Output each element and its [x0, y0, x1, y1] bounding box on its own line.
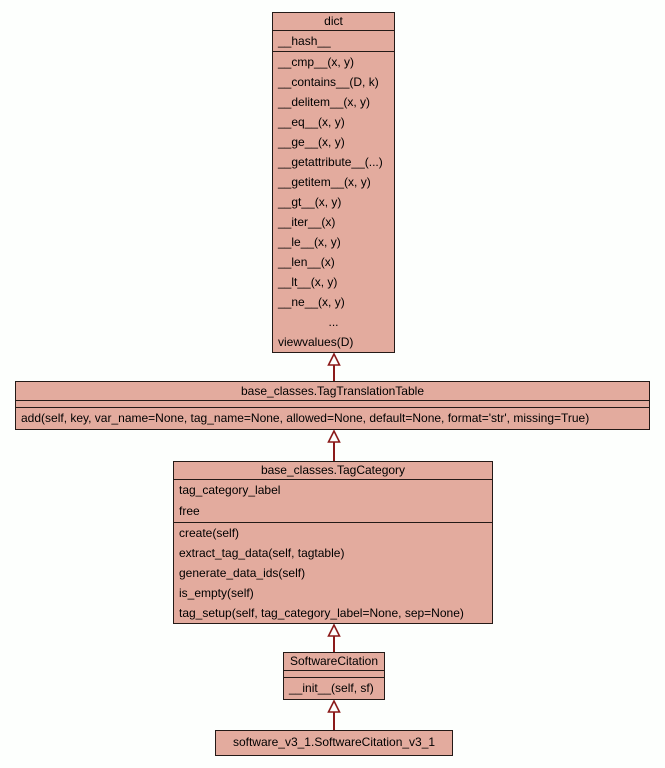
- method-row: __cmp__(x, y): [278, 55, 355, 69]
- class-box-software-citation: [283, 652, 385, 700]
- method-row: tag_setup(self, tag_category_label=None, sep=None): [179, 606, 464, 620]
- method-row: __le__(x, y): [278, 235, 341, 249]
- method-row: __ge__(x, y): [278, 135, 345, 149]
- method-row: create(self): [179, 526, 240, 540]
- inheritance-arrow-icon: [324, 430, 344, 461]
- method-row: __init__(self, sf): [289, 681, 374, 695]
- inheritance-arrow-icon: [324, 624, 344, 652]
- method-row: viewvalues(D): [278, 335, 354, 349]
- method-row: is_empty(self): [179, 586, 254, 600]
- class-title-software-citation-v3-1[interactable]: software_v3_1.SoftwareCitation_v3_1: [232, 735, 436, 749]
- class-title-tag-translation-table[interactable]: base_classes.TagTranslationTable: [16, 382, 649, 401]
- ellipsis-row: ...: [328, 315, 339, 329]
- attribute-row: tag_category_label: [179, 483, 281, 497]
- method-row: __ne__(x, y): [278, 295, 345, 309]
- method-row: __iter__(x): [278, 215, 336, 229]
- class-title-dict[interactable]: dict: [273, 13, 394, 31]
- class-box-dict: [272, 12, 395, 353]
- method-row: __getattribute__(...): [278, 155, 383, 169]
- empty-attributes-compartment: [16, 401, 649, 408]
- method-row: __gt__(x, y): [278, 195, 342, 209]
- method-row: __eq__(x, y): [278, 115, 345, 129]
- method-row: extract_tag_data(self, tagtable): [179, 546, 345, 560]
- inheritance-arrow-icon: [324, 700, 344, 730]
- method-row: __lt__(x, y): [278, 275, 338, 289]
- class-box-tag-translation-table: [15, 381, 650, 430]
- method-row: add(self, key, var_name=None, tag_name=None, allowed=None, default=None, format='str', missing=True): [21, 411, 590, 425]
- method-row: __len__(x): [278, 255, 335, 269]
- class-box-software-citation-v3-1: [215, 730, 453, 756]
- inheritance-arrow-icon: [324, 353, 344, 381]
- attribute-row: __hash__: [273, 31, 394, 52]
- class-title-tag-category[interactable]: base_classes.TagCategory: [174, 462, 492, 480]
- method-row: __getitem__(x, y): [278, 175, 371, 189]
- class-box-tag-category: [173, 461, 493, 624]
- empty-attributes-compartment: [284, 671, 384, 678]
- attribute-row: free: [174, 501, 492, 523]
- class-title-software-citation[interactable]: SoftwareCitation: [284, 653, 384, 671]
- method-row: generate_data_ids(self): [179, 566, 306, 580]
- method-row: __delitem__(x, y): [278, 95, 371, 109]
- method-row: __contains__(D, k): [278, 75, 379, 89]
